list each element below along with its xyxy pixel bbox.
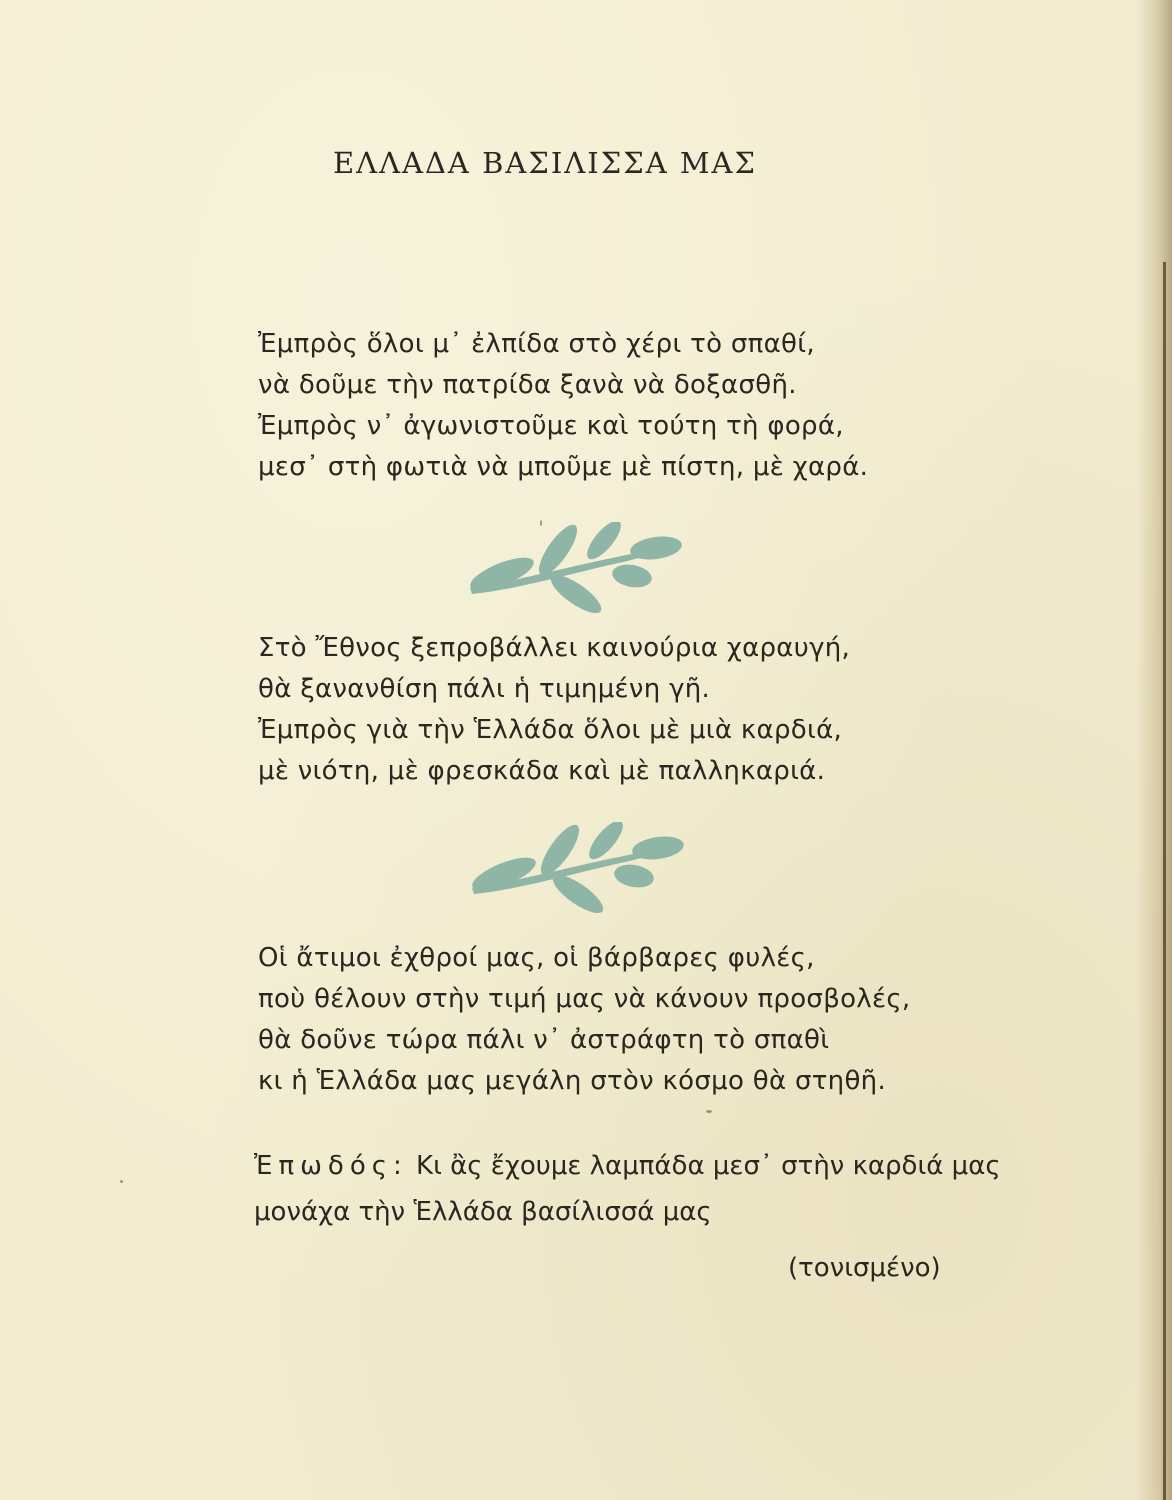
stanza-line: ποὺ θέλουν στὴν τιμή μας νὰ κάνουν προσβολές, — [258, 984, 911, 1014]
olive-branch-icon — [464, 822, 694, 922]
paper-speck — [540, 520, 542, 526]
refrain-line-2: μονάχα τὴν Ἑλλάδα βασίλισσά μας — [254, 1197, 712, 1227]
olive-branch-icon — [462, 522, 692, 622]
stanza-line: Ἐμπρὸς ὅλοι μ᾽ ἐλπίδα στὸ χέρι τὸ σπαθί, — [258, 329, 815, 359]
stanza-line: νὰ δοῦμε τὴν πατρίδα ξανὰ νὰ δοξασθῆ. — [258, 370, 797, 400]
tuning-note: (τονισμένο) — [788, 1253, 941, 1283]
binding-edge — [1163, 262, 1166, 1500]
stanza-line: κι ἡ Ἑλλάδα μας μεγάλη στὸν κόσμο θὰ στηθῆ. — [258, 1066, 887, 1096]
refrain-line-1 — [254, 1143, 1001, 1189]
stanza-line: Ἐμπρὸς γιὰ τὴν Ἑλλάδα ὅλοι μὲ μιὰ καρδιά, — [258, 715, 843, 745]
stanza-line: μὲ νιότη, μὲ φρεσκάδα καὶ μὲ παλληκαριά. — [258, 756, 826, 786]
paper-speck — [706, 1110, 712, 1113]
stanza-line: Ἐμπρὸς ν᾽ ἀγωνιστοῦμε καὶ τούτη τὴ φορά, — [258, 411, 844, 441]
refrain — [254, 1143, 1001, 1235]
stanza-1 — [258, 324, 868, 488]
refrain-label: Ἐπωδός: — [254, 1151, 408, 1181]
refrain-text: Κι ἂς ἔχουμε λαμπάδα μεσ᾽ στὴν καρδιά μας — [416, 1151, 1001, 1181]
page-edge-shadow — [1136, 0, 1172, 1500]
stanza-line: Στὸ Ἔθνος ξεπροβάλλει καινούρια χαραυγή, — [258, 633, 851, 663]
stanza-line: θὰ ξανανθίση πάλι ἡ τιμημένη γῆ. — [258, 674, 711, 704]
poem-title: ΕΛΛΑΔΑ ΒΑΣΙΛΙΣΣΑ ΜΑΣ — [332, 146, 758, 180]
stanza-line: μεσ᾽ στὴ φωτιὰ νὰ μποῦμε μὲ πίστη, μὲ χαρά. — [258, 452, 869, 482]
stanza-line: Οἱ ἄτιμοι ἐχθροί μας, οἱ βάρβαρες φυλές, — [258, 943, 815, 973]
stanza-3 — [258, 938, 910, 1102]
paper-speck — [120, 1180, 123, 1183]
stanza-2 — [258, 628, 850, 792]
stanza-line: θὰ δοῦνε τώρα πάλι ν᾽ ἀστράφτη τὸ σπαθὶ — [258, 1025, 830, 1055]
